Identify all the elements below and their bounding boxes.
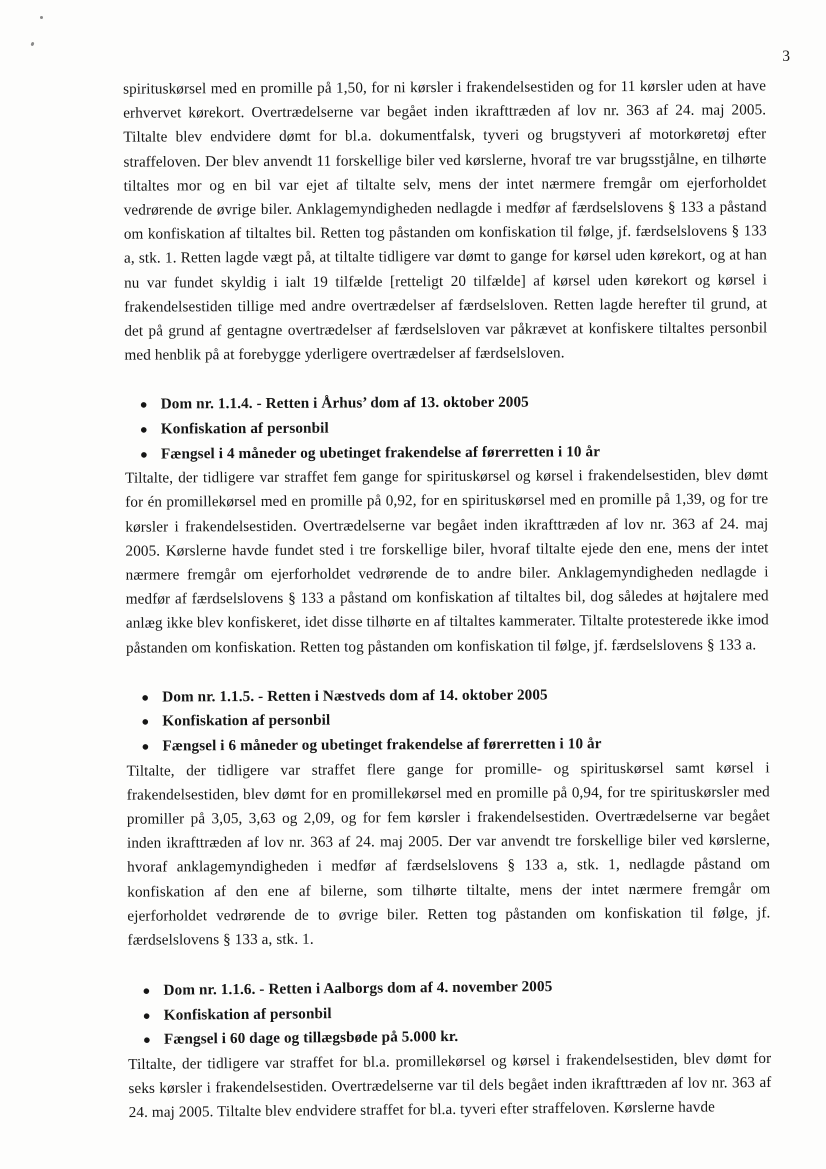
bullet-list bbox=[126, 682, 769, 759]
scan-artifact bbox=[40, 16, 43, 19]
judgment-title: Dom nr. 1.1.6. - Retten i Aalborgs dom af 4. november 2005 bbox=[163, 978, 553, 999]
intro-paragraph: spirituskørsel med en promille på 1,50, for ni kørsler i frakendelsestiden og for 11 kørsler uden at have erhvervet kørekort. Overtrædelserne var begået inden ikrafttræden af lov nr. 363 af 24. maj 2005. Tiltalte blev endvidere dømt for bl.a. dokumentfalsk, tyveri og brugstyveri af motorkøretøj efter straffeloven. Der blev anvendt 11 forskellige biler ved kørslerne, hvoraf tre var brugsstjålne, en tilhørte tiltaltes mor og en bil var ejet af tiltalte selv, mens der intet nærmere fremgår om ejerforholdet vedrørende de øvrige biler. Anklagemyndigheden nedlagde i medfør af færdselslovens § 133 a påstand om konfiskation af tiltaltes bil. Retten tog påstanden om konfiskation til følge, jf. færdselslovens § 133 a, stk. 1. Retten lagde vægt på, at tiltalte tidligere var dømt to gange for kørsel uden kørekort, og at han nu var fundet skyldig i ialt 19 tilfælde [retteligt 20 tilfælde] af kørsel uden kørekort og kørsel i frakendelsestiden tillige med andre overtrædelser af færdselsloven. Retten lagde herefter til grund, at det på grund af gentagne overtrædelser af færdselsloven var påkrævet at konfiskere tiltaltes personbil med henblik på at forebygge yderligere overtrædelser af færdselsloven. bbox=[123, 77, 768, 364]
section-body: Tiltalte, der tidligere var straffet flere gange for promille- og spirituskørsel samt kørsel i frakendelsestiden, blev dømt for en promillekørsel med en promille på 0,94, for tre spirituskørsler med promiller på 3,05, 3,63 og 2,09, og for fem kørsler i frakendelsestiden. Overtrædelserne var begået inden ikrafttræden af lov nr. 363 af 24. maj 2005. Der var anvendt tre forskellige biler ved kørslerne, hvoraf anklagemyndigheden i medfør af færdselslovens § 133 a, stk. 1, nedlagde påstand om konfiskation af den ene af bilerne, som tilhørte tiltalte, mens der intet nærmere fremgår om ejerforholdet vedrørende de to øvrige biler. Retten tog påstanden om konfiskation til følge, jf. færdselslovens § 133 a, stk. 1. bbox=[126, 758, 771, 949]
judgment-confiscation: Konfiskation af personbil bbox=[163, 1004, 332, 1024]
bullet-item-sentence bbox=[126, 731, 769, 759]
bullet-icon: ● bbox=[139, 446, 148, 462]
bullet-item-sentence bbox=[125, 439, 768, 467]
judgment-sentence: Fængsel i 60 dage og tillægsbøde på 5.000 kr. bbox=[163, 1028, 459, 1049]
judgment-section-1 bbox=[125, 390, 769, 661]
bullet-item-confiscation bbox=[125, 414, 768, 442]
judgment-sentence: Fængsel i 6 måneder og ubetinget frakendelse af førerretten i 10 år bbox=[162, 735, 602, 755]
page-number: 3 bbox=[782, 48, 790, 65]
bullet-item-judgment-title bbox=[126, 682, 769, 710]
bullet-icon: ● bbox=[142, 1032, 152, 1048]
bullet-icon: ● bbox=[142, 983, 151, 999]
bullet-icon: ● bbox=[141, 689, 150, 705]
judgment-sentence: Fængsel i 4 måneder og ubetinget frakendelse af førerretten i 10 år bbox=[160, 442, 601, 463]
judgment-title: Dom nr. 1.1.4. - Retten i Århus’ dom af 13. oktober 2005 bbox=[160, 394, 529, 413]
bullet-icon: ● bbox=[139, 396, 148, 413]
bullet-icon: ● bbox=[139, 421, 148, 437]
bullet-icon: ● bbox=[141, 738, 150, 754]
section-body: Tiltalte, der tidligere var straffet for bl.a. promillekørsel og kørsel i frakendelsestiden, blev dømt for seks kørsler i frakendelsestiden. Overtrædelserne var til dels begået inden ikrafttræden af lov nr. 363 af 24. maj 2005. Tiltalte blev endvidere straffet for bl.a. tyveri efter straffeloven. Kørslerne havde bbox=[128, 1049, 772, 1122]
judgment-confiscation: Konfiskation af personbil bbox=[162, 712, 331, 730]
document-content bbox=[123, 74, 771, 1124]
bullet-list bbox=[125, 390, 768, 467]
bullet-list bbox=[127, 973, 771, 1053]
judgment-title: Dom nr. 1.1.5. - Retten i Næstveds dom af 14. oktober 2005 bbox=[162, 686, 548, 706]
judgment-confiscation: Konfiskation af personbil bbox=[160, 419, 329, 438]
judgment-section-2 bbox=[126, 682, 770, 953]
scan-artifact bbox=[30, 42, 34, 47]
bullet-icon: ● bbox=[142, 1007, 151, 1023]
bullet-item-confiscation bbox=[126, 707, 769, 735]
bullet-item-judgment-title bbox=[125, 390, 768, 418]
section-body: Tiltalte, der tidligere var straffet fem gange for spirituskørsel og kørsel i frakendelsestiden, blev dømt for én promillekørsel med en promille på 0,92, for en spirituskørsel med en promille på 1,39, og for tre kørsler i frakendelsestiden. Overtrædelserne var begået inden ikrafttræden af lov nr. 363 af 24. maj 2005. Kørslerne havde fundet sted i tre forskellige biler, hvoraf tiltalte ejede den ene, mens der intet nærmere fremgår om ejerforholdet vedrørende de to andre biler. Anklagemyndigheden nedlagde i medfør af færdselslovens § 133 a påstand om konfiskation af tiltaltes bil, dog således at højtalere med anlæg ikke blev konfiskeret, idet disse tilhørte en af tiltaltes kammerater. Tiltalte protesterede ikke imod påstanden om konfiskation. Retten tog påstanden om konfiskation til følge, jf. færdselslovens § 133 a. bbox=[125, 466, 769, 657]
judgment-section-3 bbox=[127, 973, 771, 1126]
bullet-icon: ● bbox=[141, 713, 150, 730]
